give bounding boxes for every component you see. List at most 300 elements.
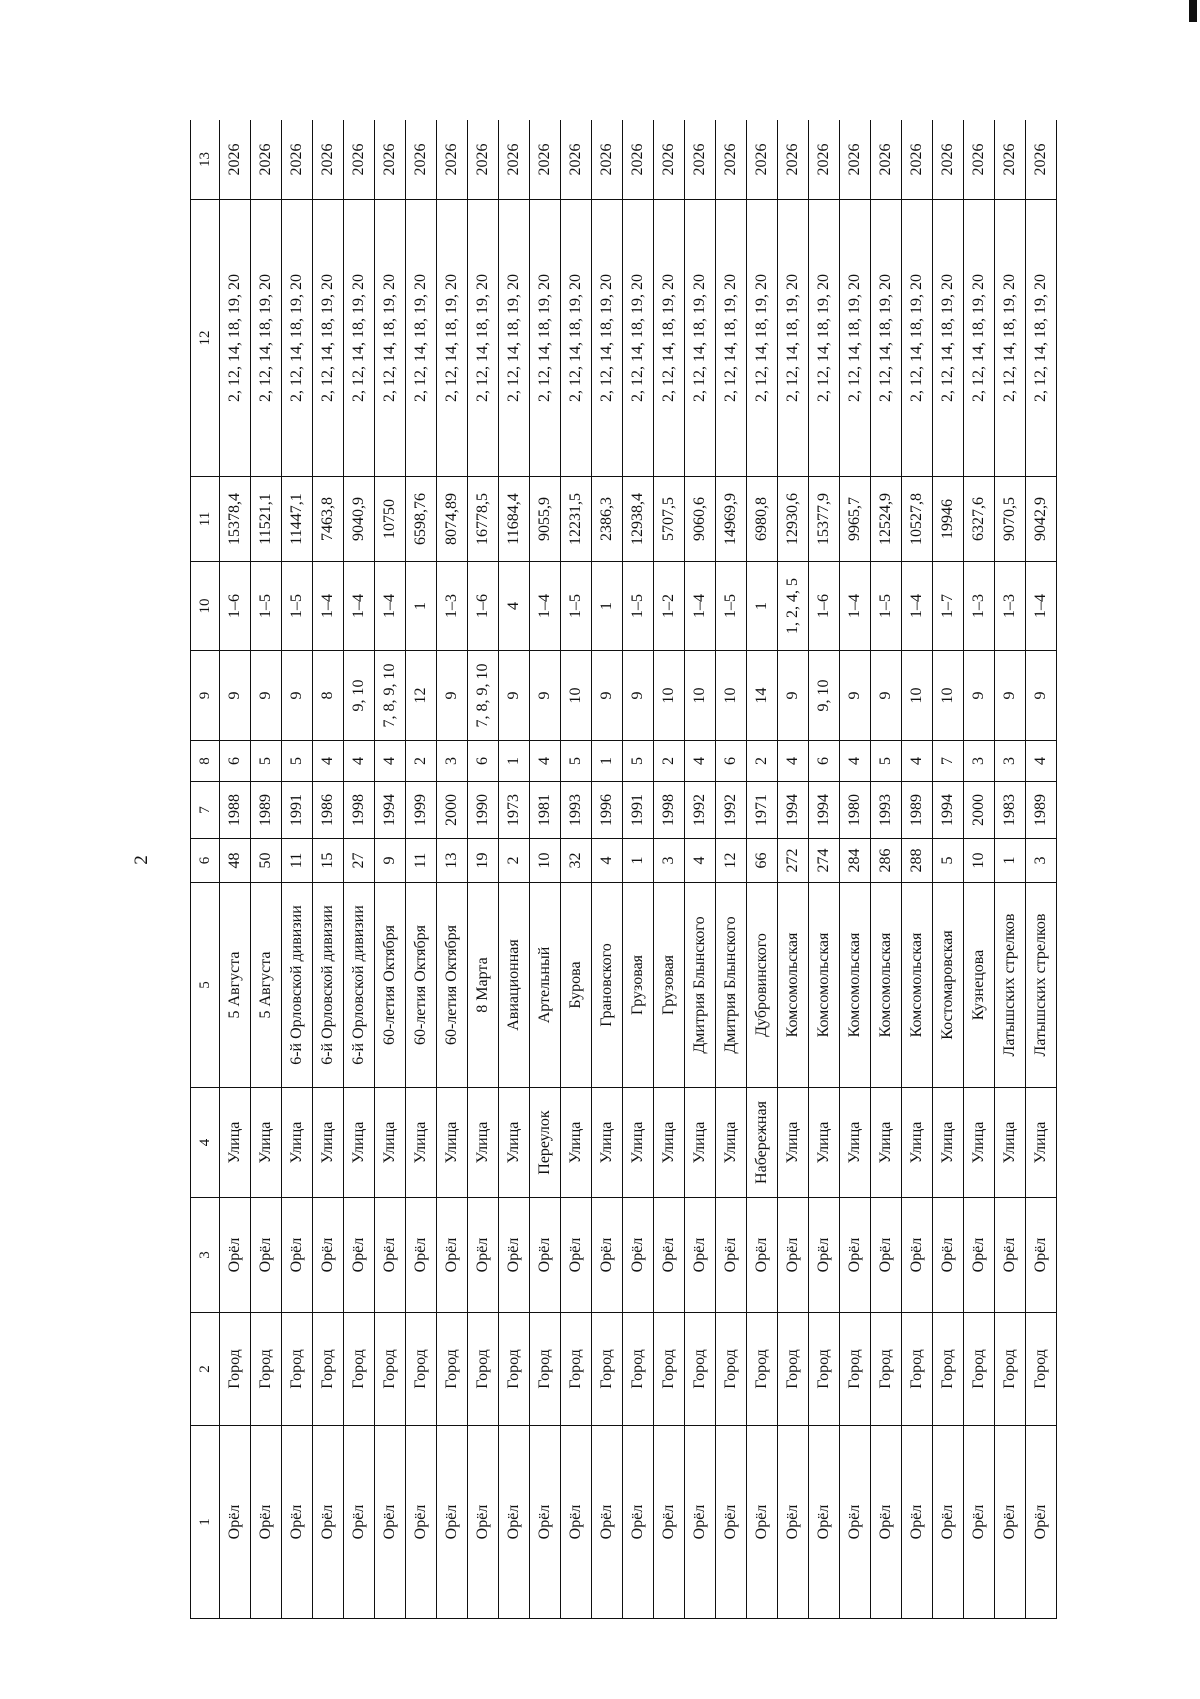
cell-entrances: 4 xyxy=(1025,741,1056,782)
cell-entrances: 5 xyxy=(282,741,313,782)
cell-floors: 9 xyxy=(778,651,809,741)
cell-build-year: 1999 xyxy=(406,782,437,839)
cell-settlement: Орёл xyxy=(716,1198,747,1313)
column-header-street-name: 5 xyxy=(191,883,220,1088)
cell-settlement: Орёл xyxy=(437,1198,468,1313)
cell-street-name: Дмитрия Блынского xyxy=(685,883,716,1088)
cell-entrances: 3 xyxy=(994,741,1025,782)
cell-entrance-range: 1 xyxy=(747,562,778,651)
cell-area: 7463,8 xyxy=(313,477,344,562)
cell-street-name: Бурова xyxy=(561,883,592,1088)
table-row xyxy=(313,120,344,1619)
cell-floors: 10 xyxy=(932,651,963,741)
cell-locality: Орёл xyxy=(499,1426,530,1619)
cell-street-type: Улица xyxy=(963,1088,994,1198)
cell-street-type: Улица xyxy=(375,1088,406,1198)
cell-settlement-type: Город xyxy=(778,1313,809,1426)
scan-corner-mark xyxy=(1189,0,1197,22)
cell-entrances: 6 xyxy=(468,741,499,782)
cell-settlement: Орёл xyxy=(623,1198,654,1313)
cell-entrance-range: 1–7 xyxy=(932,562,963,651)
cell-locality: Орёл xyxy=(251,1426,282,1619)
cell-build-year: 2000 xyxy=(437,782,468,839)
cell-year: 2026 xyxy=(313,120,344,200)
cell-settlement: Орёл xyxy=(375,1198,406,1313)
cell-work-codes: 2, 12, 14, 18, 19, 20 xyxy=(375,200,406,477)
cell-floors: 8 xyxy=(313,651,344,741)
cell-work-codes: 2, 12, 14, 18, 19, 20 xyxy=(499,200,530,477)
cell-floors: 9 xyxy=(220,651,251,741)
cell-entrance-range: 1–4 xyxy=(840,562,871,651)
cell-work-codes: 2, 12, 14, 18, 19, 20 xyxy=(437,200,468,477)
cell-year: 2026 xyxy=(282,120,313,200)
cell-work-codes: 2, 12, 14, 18, 19, 20 xyxy=(902,200,933,477)
table-row xyxy=(499,120,530,1619)
cell-entrances: 5 xyxy=(251,741,282,782)
cell-settlement: Орёл xyxy=(530,1198,561,1313)
cell-floors: 10 xyxy=(902,651,933,741)
cell-area: 11521,1 xyxy=(251,477,282,562)
cell-entrance-range: 1–3 xyxy=(994,562,1025,651)
cell-year: 2026 xyxy=(499,120,530,200)
cell-floors: 12 xyxy=(406,651,437,741)
cell-street-name: Латышских стрелков xyxy=(1025,883,1056,1088)
cell-street-name: Латышских стрелков xyxy=(994,883,1025,1088)
cell-work-codes: 2, 12, 14, 18, 19, 20 xyxy=(716,200,747,477)
cell-locality: Орёл xyxy=(468,1426,499,1619)
cell-street-type: Улица xyxy=(313,1088,344,1198)
rotated-table-frame xyxy=(190,120,1057,1619)
cell-entrances: 5 xyxy=(623,741,654,782)
cell-build-year: 1989 xyxy=(1025,782,1056,839)
cell-build-year: 1996 xyxy=(592,782,623,839)
cell-floors: 9 xyxy=(530,651,561,741)
cell-floors: 9, 10 xyxy=(809,651,840,741)
table-row xyxy=(963,120,994,1619)
cell-build-year: 1994 xyxy=(809,782,840,839)
cell-build-year: 1991 xyxy=(623,782,654,839)
cell-settlement-type: Город xyxy=(932,1313,963,1426)
cell-floors: 9 xyxy=(623,651,654,741)
cell-build-year: 1998 xyxy=(654,782,685,839)
cell-year: 2026 xyxy=(344,120,375,200)
cell-house-number: 15 xyxy=(313,839,344,883)
cell-settlement-type: Город xyxy=(1025,1313,1056,1426)
cell-street-type: Улица xyxy=(437,1088,468,1198)
cell-build-year: 1994 xyxy=(375,782,406,839)
cell-locality: Орёл xyxy=(932,1426,963,1619)
column-header-house-number: 6 xyxy=(191,839,220,883)
cell-floors: 9 xyxy=(840,651,871,741)
cell-entrance-range: 1–6 xyxy=(468,562,499,651)
cell-build-year: 1983 xyxy=(994,782,1025,839)
cell-settlement-type: Город xyxy=(963,1313,994,1426)
cell-area: 14969,9 xyxy=(716,477,747,562)
cell-year: 2026 xyxy=(592,120,623,200)
table-row xyxy=(747,120,778,1619)
cell-street-name: Авиационная xyxy=(499,883,530,1088)
cell-entrance-range: 1–4 xyxy=(902,562,933,651)
cell-entrance-range: 1–4 xyxy=(1025,562,1056,651)
cell-locality: Орёл xyxy=(840,1426,871,1619)
cell-house-number: 32 xyxy=(561,839,592,883)
cell-work-codes: 2, 12, 14, 18, 19, 20 xyxy=(840,200,871,477)
cell-work-codes: 2, 12, 14, 18, 19, 20 xyxy=(561,200,592,477)
cell-street-type: Улица xyxy=(623,1088,654,1198)
cell-entrance-range: 1–5 xyxy=(282,562,313,651)
cell-locality: Орёл xyxy=(530,1426,561,1619)
table-row xyxy=(406,120,437,1619)
cell-locality: Орёл xyxy=(1025,1426,1056,1619)
cell-locality: Орёл xyxy=(963,1426,994,1619)
column-header-locality: 1 xyxy=(191,1426,220,1619)
cell-work-codes: 2, 12, 14, 18, 19, 20 xyxy=(747,200,778,477)
cell-house-number: 19 xyxy=(468,839,499,883)
cell-year: 2026 xyxy=(809,120,840,200)
cell-settlement-type: Город xyxy=(468,1313,499,1426)
cell-work-codes: 2, 12, 14, 18, 19, 20 xyxy=(871,200,902,477)
cell-year: 2026 xyxy=(561,120,592,200)
cell-floors: 9 xyxy=(282,651,313,741)
cell-year: 2026 xyxy=(871,120,902,200)
cell-street-name: Кузнецова xyxy=(963,883,994,1088)
cell-street-type: Улица xyxy=(561,1088,592,1198)
cell-house-number: 4 xyxy=(685,839,716,883)
cell-area: 9042,9 xyxy=(1025,477,1056,562)
table-row xyxy=(902,120,933,1619)
cell-settlement: Орёл xyxy=(499,1198,530,1313)
column-header-floors: 9 xyxy=(191,651,220,741)
cell-entrances: 2 xyxy=(406,741,437,782)
cell-area: 11684,4 xyxy=(499,477,530,562)
cell-street-type: Улица xyxy=(499,1088,530,1198)
cell-street-name: 8 Марта xyxy=(468,883,499,1088)
cell-area: 6598,76 xyxy=(406,477,437,562)
cell-house-number: 3 xyxy=(654,839,685,883)
cell-work-codes: 2, 12, 14, 18, 19, 20 xyxy=(778,200,809,477)
cell-floors: 9 xyxy=(963,651,994,741)
cell-entrances: 5 xyxy=(561,741,592,782)
cell-locality: Орёл xyxy=(902,1426,933,1619)
table-container xyxy=(190,120,1057,1619)
cell-area: 8074,89 xyxy=(437,477,468,562)
cell-floors: 9 xyxy=(251,651,282,741)
cell-street-type: Набережная xyxy=(747,1088,778,1198)
cell-build-year: 1993 xyxy=(871,782,902,839)
column-header-settlement-type: 2 xyxy=(191,1313,220,1426)
cell-locality: Орёл xyxy=(437,1426,468,1619)
table-row xyxy=(282,120,313,1619)
cell-settlement: Орёл xyxy=(406,1198,437,1313)
cell-build-year: 1994 xyxy=(778,782,809,839)
cell-house-number: 5 xyxy=(932,839,963,883)
cell-area: 11447,1 xyxy=(282,477,313,562)
cell-work-codes: 2, 12, 14, 18, 19, 20 xyxy=(530,200,561,477)
cell-settlement: Орёл xyxy=(313,1198,344,1313)
cell-street-name: 60-летия Октября xyxy=(437,883,468,1088)
cell-floors: 9, 10 xyxy=(344,651,375,741)
cell-settlement: Орёл xyxy=(654,1198,685,1313)
cell-settlement-type: Город xyxy=(375,1313,406,1426)
cell-house-number: 10 xyxy=(530,839,561,883)
cell-settlement-type: Город xyxy=(344,1313,375,1426)
cell-settlement-type: Город xyxy=(530,1313,561,1426)
cell-entrances: 4 xyxy=(344,741,375,782)
cell-floors: 9 xyxy=(592,651,623,741)
cell-locality: Орёл xyxy=(871,1426,902,1619)
cell-build-year: 1986 xyxy=(313,782,344,839)
cell-year: 2026 xyxy=(840,120,871,200)
cell-area: 19946 xyxy=(932,477,963,562)
cell-entrance-range: 1–3 xyxy=(963,562,994,651)
cell-entrance-range: 1–6 xyxy=(220,562,251,651)
cell-entrances: 1 xyxy=(592,741,623,782)
cell-house-number: 50 xyxy=(251,839,282,883)
cell-house-number: 13 xyxy=(437,839,468,883)
cell-street-type: Улица xyxy=(932,1088,963,1198)
cell-entrances: 7 xyxy=(932,741,963,782)
cell-year: 2026 xyxy=(654,120,685,200)
cell-work-codes: 2, 12, 14, 18, 19, 20 xyxy=(994,200,1025,477)
cell-street-name: Грузовая xyxy=(654,883,685,1088)
cell-year: 2026 xyxy=(685,120,716,200)
cell-entrances: 6 xyxy=(716,741,747,782)
column-header-entrance-range: 10 xyxy=(191,562,220,651)
cell-house-number: 274 xyxy=(809,839,840,883)
cell-entrance-range: 1–4 xyxy=(685,562,716,651)
cell-street-type: Улица xyxy=(685,1088,716,1198)
cell-street-name: 60-летия Октября xyxy=(375,883,406,1088)
cell-floors: 10 xyxy=(716,651,747,741)
cell-area: 9055,9 xyxy=(530,477,561,562)
cell-work-codes: 2, 12, 14, 18, 19, 20 xyxy=(282,200,313,477)
table-row xyxy=(809,120,840,1619)
cell-area: 9070,5 xyxy=(994,477,1025,562)
cell-street-type: Улица xyxy=(902,1088,933,1198)
cell-settlement: Орёл xyxy=(871,1198,902,1313)
cell-floors: 10 xyxy=(685,651,716,741)
cell-year: 2026 xyxy=(530,120,561,200)
cell-locality: Орёл xyxy=(561,1426,592,1619)
cell-build-year: 1973 xyxy=(499,782,530,839)
cell-settlement: Орёл xyxy=(685,1198,716,1313)
cell-street-type: Улица xyxy=(871,1088,902,1198)
cell-build-year: 1988 xyxy=(220,782,251,839)
cell-entrance-range: 1–4 xyxy=(313,562,344,651)
cell-house-number: 4 xyxy=(592,839,623,883)
cell-house-number: 2 xyxy=(499,839,530,883)
cell-build-year: 1990 xyxy=(468,782,499,839)
cell-build-year: 1998 xyxy=(344,782,375,839)
cell-settlement-type: Город xyxy=(654,1313,685,1426)
table-row xyxy=(623,120,654,1619)
table-row xyxy=(220,120,251,1619)
cell-street-name: Грановского xyxy=(592,883,623,1088)
cell-house-number: 11 xyxy=(282,839,313,883)
cell-entrance-range: 1 xyxy=(592,562,623,651)
cell-street-name: 60-летия Октября xyxy=(406,883,437,1088)
cell-year: 2026 xyxy=(994,120,1025,200)
cell-house-number: 284 xyxy=(840,839,871,883)
cell-street-type: Улица xyxy=(592,1088,623,1198)
cell-year: 2026 xyxy=(437,120,468,200)
cell-year: 2026 xyxy=(220,120,251,200)
cell-settlement-type: Город xyxy=(437,1313,468,1426)
cell-locality: Орёл xyxy=(747,1426,778,1619)
column-header-street-type: 4 xyxy=(191,1088,220,1198)
cell-house-number: 3 xyxy=(1025,839,1056,883)
cell-entrances: 2 xyxy=(654,741,685,782)
cell-locality: Орёл xyxy=(592,1426,623,1619)
cell-locality: Орёл xyxy=(375,1426,406,1619)
cell-settlement-type: Город xyxy=(282,1313,313,1426)
cell-settlement: Орёл xyxy=(932,1198,963,1313)
cell-floors: 9 xyxy=(871,651,902,741)
cell-settlement-type: Город xyxy=(902,1313,933,1426)
cell-entrance-range: 1, 2, 4, 5 xyxy=(778,562,809,651)
cell-work-codes: 2, 12, 14, 18, 19, 20 xyxy=(809,200,840,477)
cell-entrances: 3 xyxy=(437,741,468,782)
cell-build-year: 1991 xyxy=(282,782,313,839)
cell-entrances: 6 xyxy=(809,741,840,782)
cell-work-codes: 2, 12, 14, 18, 19, 20 xyxy=(963,200,994,477)
cell-area: 9965,7 xyxy=(840,477,871,562)
cell-entrance-range: 1–6 xyxy=(809,562,840,651)
cell-entrance-range: 1–4 xyxy=(375,562,406,651)
table-row xyxy=(344,120,375,1619)
table-row xyxy=(592,120,623,1619)
table-row xyxy=(561,120,592,1619)
cell-area: 15377,9 xyxy=(809,477,840,562)
cell-year: 2026 xyxy=(778,120,809,200)
cell-street-name: Дмитрия Блынского xyxy=(716,883,747,1088)
cell-settlement: Орёл xyxy=(840,1198,871,1313)
cell-settlement: Орёл xyxy=(747,1198,778,1313)
cell-street-type: Переулок xyxy=(530,1088,561,1198)
cell-locality: Орёл xyxy=(994,1426,1025,1619)
cell-area: 10750 xyxy=(375,477,406,562)
cell-street-type: Улица xyxy=(282,1088,313,1198)
cell-entrances: 6 xyxy=(220,741,251,782)
cell-work-codes: 2, 12, 14, 18, 19, 20 xyxy=(654,200,685,477)
cell-locality: Орёл xyxy=(313,1426,344,1619)
cell-area: 6980,8 xyxy=(747,477,778,562)
cell-year: 2026 xyxy=(1025,120,1056,200)
cell-floors: 14 xyxy=(747,651,778,741)
cell-area: 12938,4 xyxy=(623,477,654,562)
cell-entrance-range: 1–3 xyxy=(437,562,468,651)
cell-floors: 7, 8, 9, 10 xyxy=(375,651,406,741)
cell-area: 5707,5 xyxy=(654,477,685,562)
cell-entrance-range: 1 xyxy=(406,562,437,651)
cell-work-codes: 2, 12, 14, 18, 19, 20 xyxy=(592,200,623,477)
cell-settlement-type: Город xyxy=(623,1313,654,1426)
cell-area: 12231,5 xyxy=(561,477,592,562)
cell-locality: Орёл xyxy=(406,1426,437,1619)
cell-entrances: 3 xyxy=(963,741,994,782)
table-row xyxy=(468,120,499,1619)
cell-year: 2026 xyxy=(623,120,654,200)
cell-settlement-type: Город xyxy=(313,1313,344,1426)
cell-area: 9040,9 xyxy=(344,477,375,562)
cell-build-year: 1989 xyxy=(251,782,282,839)
cell-street-type: Улица xyxy=(778,1088,809,1198)
cell-build-year: 1992 xyxy=(716,782,747,839)
cell-street-name: Артельный xyxy=(530,883,561,1088)
cell-work-codes: 2, 12, 14, 18, 19, 20 xyxy=(251,200,282,477)
cell-settlement-type: Город xyxy=(840,1313,871,1426)
cell-entrance-range: 4 xyxy=(499,562,530,651)
cell-work-codes: 2, 12, 14, 18, 19, 20 xyxy=(406,200,437,477)
cell-area: 15378,4 xyxy=(220,477,251,562)
cell-locality: Орёл xyxy=(344,1426,375,1619)
cell-street-type: Улица xyxy=(840,1088,871,1198)
cell-entrances: 4 xyxy=(778,741,809,782)
cell-build-year: 1971 xyxy=(747,782,778,839)
cell-entrances: 4 xyxy=(685,741,716,782)
cell-area: 2386,3 xyxy=(592,477,623,562)
cell-house-number: 48 xyxy=(220,839,251,883)
cell-street-type: Улица xyxy=(994,1088,1025,1198)
cell-settlement: Орёл xyxy=(282,1198,313,1313)
cell-house-number: 9 xyxy=(375,839,406,883)
cell-area: 12524,9 xyxy=(871,477,902,562)
cell-street-name: Костомаровская xyxy=(932,883,963,1088)
cell-year: 2026 xyxy=(251,120,282,200)
cell-year: 2026 xyxy=(963,120,994,200)
cell-work-codes: 2, 12, 14, 18, 19, 20 xyxy=(313,200,344,477)
cell-settlement: Орёл xyxy=(963,1198,994,1313)
cell-locality: Орёл xyxy=(685,1426,716,1619)
cell-year: 2026 xyxy=(747,120,778,200)
cell-area: 16778,5 xyxy=(468,477,499,562)
cell-settlement: Орёл xyxy=(778,1198,809,1313)
column-header-area: 11 xyxy=(191,477,220,562)
cell-settlement-type: Город xyxy=(406,1313,437,1426)
table-row xyxy=(530,120,561,1619)
column-header-entrances: 8 xyxy=(191,741,220,782)
cell-street-name: Грузовая xyxy=(623,883,654,1088)
cell-settlement: Орёл xyxy=(251,1198,282,1313)
column-header-work-codes: 12 xyxy=(191,200,220,477)
cell-house-number: 288 xyxy=(902,839,933,883)
cell-work-codes: 2, 12, 14, 18, 19, 20 xyxy=(220,200,251,477)
cell-build-year: 2000 xyxy=(963,782,994,839)
cell-street-type: Улица xyxy=(1025,1088,1056,1198)
cell-street-type: Улица xyxy=(654,1088,685,1198)
cell-settlement: Орёл xyxy=(994,1198,1025,1313)
cell-year: 2026 xyxy=(716,120,747,200)
cell-settlement-type: Город xyxy=(809,1313,840,1426)
cell-entrance-range: 1–4 xyxy=(530,562,561,651)
cell-street-name: Комсомольская xyxy=(902,883,933,1088)
cell-house-number: 286 xyxy=(871,839,902,883)
column-header-build-year: 7 xyxy=(191,782,220,839)
cell-work-codes: 2, 12, 14, 18, 19, 20 xyxy=(932,200,963,477)
cell-house-number: 1 xyxy=(994,839,1025,883)
cell-street-type: Улица xyxy=(220,1088,251,1198)
cell-floors: 9 xyxy=(437,651,468,741)
cell-settlement-type: Город xyxy=(220,1313,251,1426)
cell-entrance-range: 1–5 xyxy=(716,562,747,651)
cell-settlement: Орёл xyxy=(561,1198,592,1313)
cell-settlement-type: Город xyxy=(251,1313,282,1426)
cell-locality: Орёл xyxy=(778,1426,809,1619)
cell-area: 12930,6 xyxy=(778,477,809,562)
cell-locality: Орёл xyxy=(809,1426,840,1619)
cell-entrance-range: 1–5 xyxy=(623,562,654,651)
table-body xyxy=(191,120,1057,1619)
